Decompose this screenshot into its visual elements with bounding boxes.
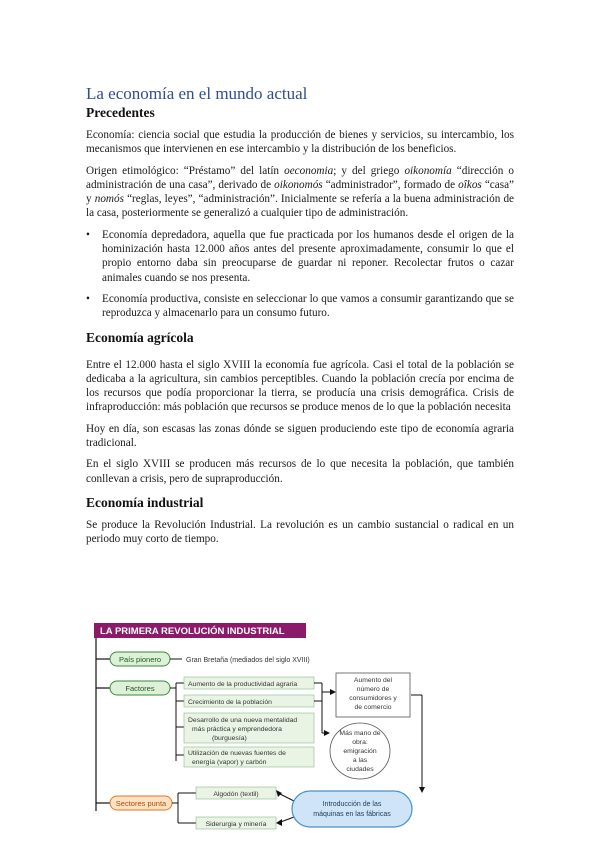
- factor-poblacion: Crecimiento de la población: [188, 699, 272, 706]
- pais-pionero-value: Gran Bretaña (mediados del siglo XVIII): [186, 657, 310, 664]
- consumo-line-2: número de: [356, 686, 390, 693]
- arrow-icon: [419, 787, 425, 793]
- maquinas-oval: [292, 791, 412, 827]
- mano-line-2: obra:: [352, 739, 368, 746]
- mano-line-1: Más mano de: [339, 730, 381, 737]
- diagram-title: LA PRIMERA REVOLUCIÓN INDUSTRIAL: [100, 626, 285, 637]
- consumo-line-4: de comercio: [354, 704, 392, 711]
- paragraph-agricola-2: Hoy en día, son escasas las zonas dónde se siguen produciendo este tipo de economía agraria tradicional.: [86, 422, 514, 450]
- factor-mentalidad-2: más práctica y emprendedora: [192, 726, 282, 733]
- arrow-icon: [324, 730, 330, 736]
- arrow-icon: [330, 689, 336, 695]
- consumo-line-3: consumidores y: [349, 695, 397, 702]
- factor-energia-2: energía (vapor) y carbón: [192, 759, 267, 766]
- mano-line-5: ciudades: [346, 766, 374, 773]
- paragraph-agricola-1: Entre el 12.000 hasta el siglo XVIII la economía fue agrícola. Casi el total de la población se dedicaba a la agricultura, sin cambios perceptibles. Cuando la población crecía por encima de los recursos que podía proporcionar la tierra, se producía una crisis demográfica. Crisis de infraproducción: más población que recursos se produce menos de lo que la población necesita: [86, 358, 514, 414]
- factor-productividad: Aumento de la productividad agraria: [188, 681, 298, 688]
- pais-pionero-label: País pionero: [118, 655, 162, 664]
- factor-energia-1: Utilización de nuevas fuentes de: [188, 750, 286, 757]
- bullet-list: [86, 228, 514, 321]
- arrow-icon: [276, 790, 282, 797]
- list-item: • Economía productiva, consiste en seleccionar lo que vamos a consumir garantizando que se reproduzca y almacenarlo para un consumo futuro.: [102, 292, 514, 321]
- mano-line-3: emigración: [343, 748, 377, 755]
- factor-mentalidad-3: (burguesía): [212, 735, 247, 742]
- arrow-icon: [276, 819, 282, 826]
- factor-mentalidad-1: Desarrollo de una nueva mentalidad: [188, 717, 298, 724]
- document-page: [86, 84, 514, 547]
- paragraph-industrial: Se produce la Revolución Industrial. La revolución es un cambio sustancial o radical en un periodo muy corto de tiempo.: [86, 518, 514, 546]
- paragraph-definicion: Economía: ciencia social que estudia la producción de bienes y servicios, su intercambio, los mecanismos que intervienen en ese intercambio y la distribución de los beneficios.: [86, 129, 514, 156]
- heading-precedentes: Precedentes: [86, 105, 155, 120]
- factores-label: Factores: [125, 684, 155, 693]
- maquinas-line-1: Introducción de las: [322, 801, 382, 808]
- maquinas-line-2: máquinas en las fábricas: [313, 811, 391, 818]
- paragraph-agricola-3: En el siglo XVIII se producen más recursos de lo que necesita la población, que también conllevan a crisis, pero de supraproducción.: [86, 458, 514, 485]
- sector-siderurgia: Siderurgia y minería: [205, 821, 267, 828]
- mano-line-4: a las: [352, 757, 368, 764]
- heading-industrial: Economía industrial: [86, 494, 204, 510]
- heading-agricola: Economía agrícola: [86, 329, 194, 345]
- consumo-line-1: Aumento del: [353, 677, 393, 684]
- list-item: • Economía depredadora, aquella que fue practicada por los humanos desde el origen de la hominización hasta 12.000 años antes del presente aproximadamente, consumir lo que el propio entorno daba sin preocuparse de guardar ni reponer. Recolectar frutos o cazar animales cuando se nos presenta.: [102, 228, 514, 285]
- document-title: La economía en el mundo actual: [86, 84, 308, 103]
- sectores-punta-label: Sectores punta: [115, 799, 167, 808]
- sector-algodon: Algodón (textil): [213, 791, 259, 798]
- paragraph-etimologia: Origen etimológico: “Préstamo” del latín oeconomia; y del griego oikonomía “dirección o administración de una casa”, derivado de oikonomós “administrador”, formado de oîkos “casa” y nomós “reglas, leyes”, “administración”. Inicialmente se refería a la buena administración de la casa, posteriormente se generalizó a cualquier tipo de administración.: [86, 164, 515, 220]
- revolucion-industrial-diagram: [86, 621, 514, 833]
